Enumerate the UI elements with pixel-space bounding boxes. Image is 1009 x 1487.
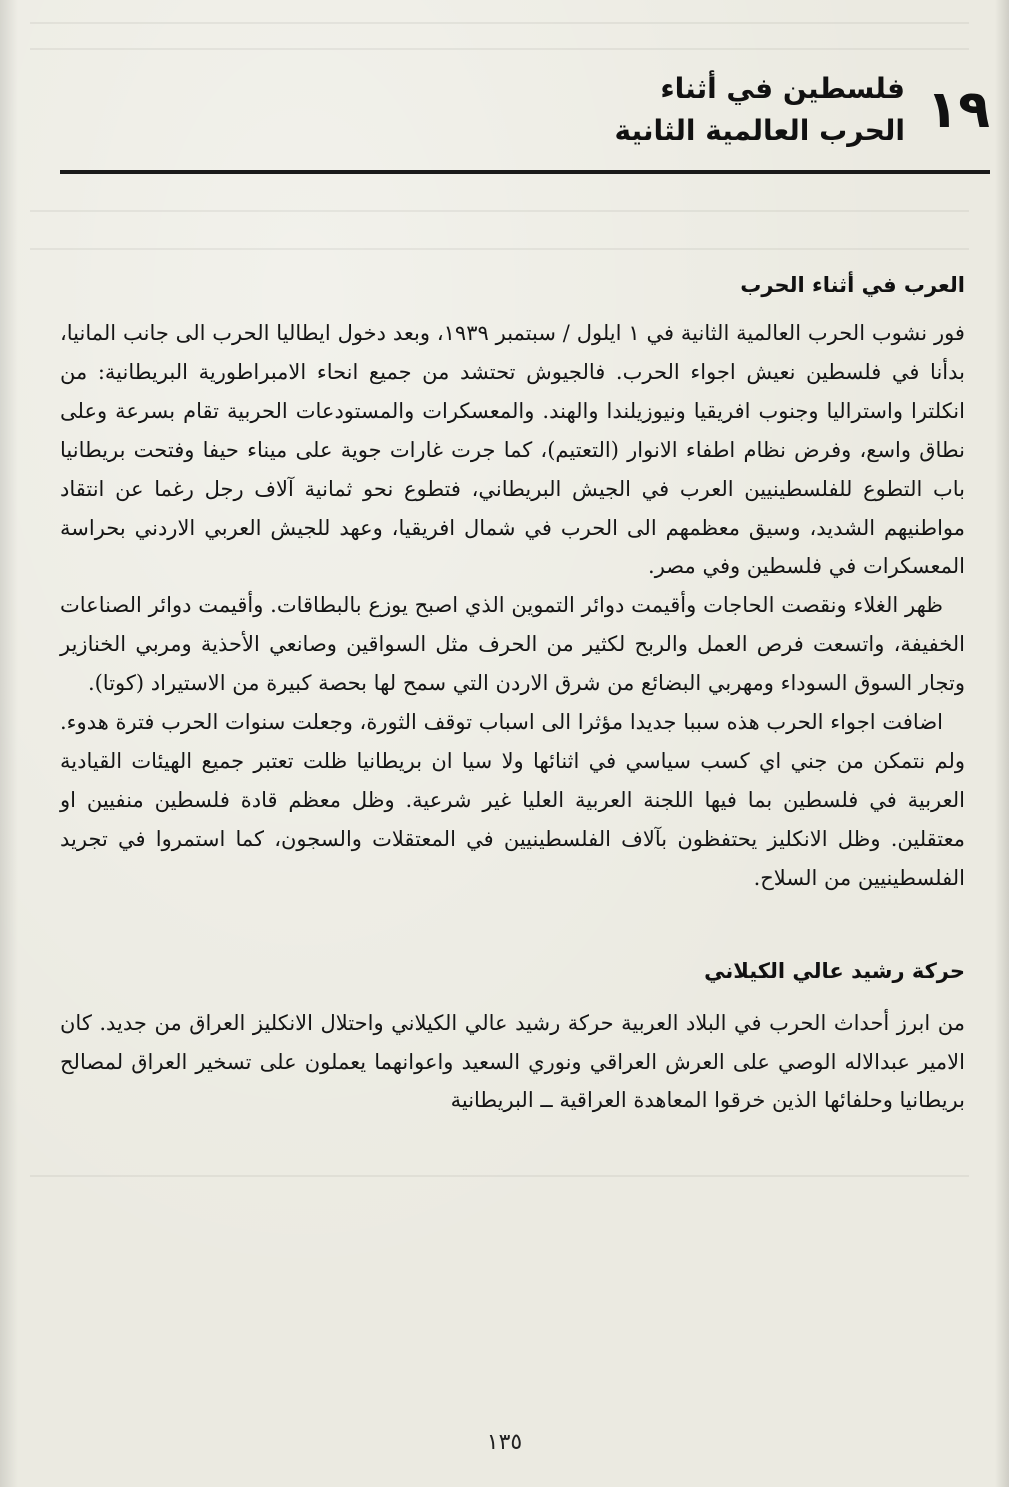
chapter-title [615,68,905,152]
body-text [60,270,965,1120]
paragraph: اضافت اجواء الحرب هذه سببا جديدا مؤثرا الى اسباب توقف الثورة، وجعلت سنوات الحرب فترة هدوء. ولم نتمكن من جني اي كسب سياسي في اثنائها ولا سيا ان بريطانيا ظلت تعتبر جميع الهيئات القيادية العربية في فلسطين بما فيها اللجنة العربية العليا غير شرعية. وظل معظم قادة فلسطين منفيين او معتقلين. وظل الانكليز يحتفظون بآلاف الفلسطينيين في المعتقلات والسجون، كما استمروا في تجريد الفلسطينيين من السلاح. [60,710,965,890]
section-heading: حركة رشيد عالي الكيلاني [704,958,965,983]
chapter-title-line-2: الحرب العالمية الثانية [614,114,905,147]
section-heading: العرب في أثناء الحرب [740,273,965,297]
section-gap [60,898,965,956]
show-through-line [30,1175,969,1177]
chapter-title-line-1: فلسطين في أثناء [660,72,905,105]
show-through-line [30,22,969,24]
spine-shadow [0,0,18,1487]
show-through-line [30,210,969,212]
edge-shadow [995,0,1009,1487]
paragraph: ظهر الغلاء ونقصت الحاجات وأقيمت دوائر التموين الذي اصبح يوزع بالبطاقات. وأقيمت دوائر الصناعات الخفيفة، واتسعت فرص العمل والربح لكثير من الحرف مثل السواقين وصانعي الأحذية ومربي الخنازير وتجار السوق السوداء ومهربي البضائع من شرق الاردن التي سمح لها بحصة كبيرة من الاستيراد (كوتا). [60,593,965,696]
paragraph: من ابرز أحداث الحرب في البلاد العربية حركة رشيد عالي الكيلاني واحتلال الانكليز العراق من جديد. كان الامير عبدالاله الوصي على العرش العراقي ونوري السعيد واعوانهما يعملون على تسخير العراق لمصالح بريطانيا وحلفائها الذين خرقوا المعاهدة العراقية ــ البريطانية [60,1010,965,1113]
chapter-number: ١٩ [926,80,990,140]
paragraph: فور نشوب الحرب العالمية الثانية في ١ ايلول / سبتمبر ١٩٣٩، وبعد دخول ايطاليا الحرب الى جانب المانيا، بدأنا في فلسطين نعيش اجواء الحرب. فالجيوش تحتشد من جميع انحاء الامبراطورية البريطانية: من انكلترا واستراليا وجنوب افريقيا ونيوزيلندا والهند. والمعسكرات والمستودعات الحربية تقام بسرعة وعلى نطاق واسع، وفرض نظام اطفاء الانوار (التعتيم)، كما جرت غارات جوية على ميناء حيفا وفتحت بريطانيا باب التطوع للفلسطينيين العرب في الجيش البريطاني، فتطوع نحو ثمانية آلاف رجل رغما عن انتقاد مواطنيهم الشديد، وسيق معظمهم الى الحرب في شمال افريقيا، وعهد للجيش العربي الاردني بحراسة المعسكرات في فلسطين وفي مصر. [60,321,965,579]
chapter-header [60,68,990,188]
show-through-line [30,48,969,50]
show-through-line [30,248,969,250]
page-number: ١٣٥ [486,1430,523,1455]
header-rule [60,170,990,174]
